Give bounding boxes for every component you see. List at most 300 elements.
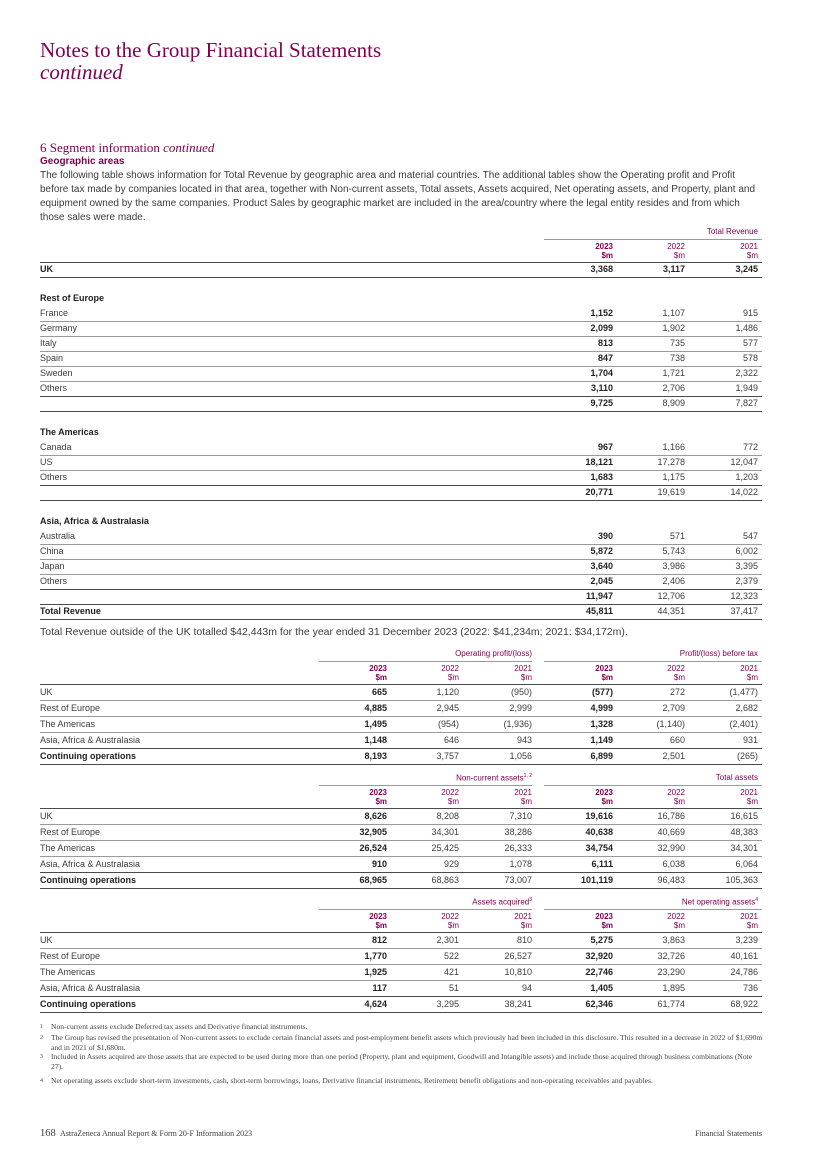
- row-divider: [544, 785, 762, 786]
- region-asia: [40, 514, 762, 529]
- cell-value: 5,275: [590, 935, 613, 945]
- row-label: Total Revenue: [40, 606, 101, 616]
- subtotal-value: 12,323: [730, 591, 758, 601]
- row-divider: [40, 411, 762, 412]
- unit-label: $m: [673, 797, 685, 806]
- cell-value: 272: [669, 687, 685, 697]
- cell-value: 26,333: [504, 843, 532, 853]
- unit-label: $m: [375, 673, 387, 682]
- cell-value: (1,140): [656, 719, 685, 729]
- cell-value: 910: [371, 859, 387, 869]
- cell-value: 7,310: [509, 811, 532, 821]
- cell-value: 5,743: [662, 546, 685, 556]
- cell-value: 101,119: [580, 875, 613, 885]
- cell-value: 117: [372, 983, 387, 993]
- cell-value: 48,383: [730, 827, 758, 837]
- cell-value: 24,786: [730, 967, 758, 977]
- table-row: [40, 965, 762, 980]
- table-row: [40, 440, 762, 455]
- column-header-year: [466, 664, 532, 682]
- year-label: 2021: [740, 242, 758, 251]
- table-row: [40, 529, 762, 544]
- row-label: Italy: [40, 338, 57, 348]
- cell-value: 105,363: [725, 875, 758, 885]
- page-section: Financial Statements: [695, 1129, 762, 1138]
- row-label: UK: [40, 811, 53, 821]
- row-divider: [40, 277, 762, 278]
- row-divider: [544, 661, 762, 662]
- unit-label: $m: [673, 921, 685, 930]
- cell-value: 571: [669, 531, 685, 541]
- table-row: [40, 949, 762, 964]
- cell-value: 2,945: [436, 703, 459, 713]
- page-title: Notes to the Group Financial Statements: [40, 38, 382, 62]
- table-row: [40, 559, 762, 574]
- subtotal-value: 12,706: [657, 591, 685, 601]
- cell-value: 738: [669, 353, 685, 363]
- cell-value: 1,405: [590, 983, 613, 993]
- group-header-right: [682, 897, 758, 907]
- section-subtitle: Geographic areas: [40, 156, 125, 167]
- cell-value: 61,774: [657, 999, 685, 1009]
- year-label: 2023: [369, 664, 387, 673]
- footnote-text: Net operating assets exclude short-term investments, cash, short-term borrowings, loans, Derivative financial instruments, Retirement benefit obligations and non-operating receivables and payables.: [51, 1076, 653, 1085]
- cell-value: 1,166: [662, 442, 685, 452]
- cell-value: 2,682: [735, 703, 758, 713]
- cell-value: 1,078: [509, 859, 532, 869]
- group-header-left-text: Non-current assets: [456, 773, 524, 783]
- footnote-text: Non-current assets exclude Deferred tax assets and Derivative financial instruments.: [51, 1022, 308, 1031]
- group-header-total-revenue: Total Revenue: [706, 227, 758, 236]
- column-header-year: [547, 788, 613, 806]
- cell-value: 577: [742, 338, 758, 348]
- cell-value: 1,721: [662, 368, 685, 378]
- cell-value: (950): [510, 687, 532, 697]
- cell-value: 32,905: [359, 827, 387, 837]
- cell-value: 38,241: [504, 999, 532, 1009]
- cell-value: 915: [742, 308, 758, 318]
- cell-value: 17,278: [657, 457, 685, 467]
- table-row: [40, 981, 762, 996]
- row-label: Australia: [40, 531, 76, 541]
- cell-value: 68,922: [730, 999, 758, 1009]
- group-header-left: [472, 897, 532, 907]
- cell-value: 40,161: [730, 951, 758, 961]
- column-header-year: [692, 788, 758, 806]
- footnote-number: 3: [40, 1054, 43, 1060]
- cell-value: 3,245: [735, 264, 758, 274]
- cell-value: (577): [591, 687, 613, 697]
- page-source: AstraZeneca Annual Report & Form 20-F Information 2023: [60, 1129, 253, 1138]
- row-label: Japan: [40, 561, 65, 571]
- cell-value: 2,709: [662, 703, 685, 713]
- group-header-right-text: Profit/(loss) before tax: [679, 649, 758, 658]
- cell-value: 665: [371, 687, 387, 697]
- row-label: UK: [40, 935, 53, 945]
- year-label: 2022: [667, 912, 685, 921]
- row-label: Continuing operations: [40, 999, 136, 1009]
- cell-value: 38,286: [504, 827, 532, 837]
- cell-value: 1,107: [662, 308, 685, 318]
- intro-paragraph: The following table shows information for Total Revenue by geographic area and material countries. The additional tables show the Operating profit and Profit before tax made by companies located in that area, together with Non-current assets, Total assets, Assets acquired, Net operating assets, and Property, plant and equipment owned by the same companies. Product Sales by geographic market are included in the area/country where the legal entity resides and from which those sales were made.: [40, 170, 756, 223]
- cell-value: 2,501: [662, 751, 685, 761]
- year-label: 2021: [740, 664, 758, 673]
- cell-value: 1,203: [735, 472, 758, 482]
- footnote: [40, 1052, 765, 1072]
- cell-value: 812: [371, 935, 387, 945]
- cell-value: 646: [443, 735, 459, 745]
- total-revenue-row: [40, 604, 762, 619]
- column-header-year: [543, 242, 613, 260]
- row-label: The Americas: [40, 967, 96, 977]
- cell-value: 37,417: [730, 606, 758, 616]
- row-label: Others: [40, 383, 68, 393]
- cell-value: 4,624: [364, 999, 387, 1009]
- cell-value: 5,872: [590, 546, 613, 556]
- year-label: 2022: [667, 242, 685, 251]
- group-header-left: [456, 773, 532, 783]
- cell-value: 6,899: [590, 751, 613, 761]
- column-header-year: [321, 788, 387, 806]
- cell-value: 6,002: [735, 546, 758, 556]
- table-row-uk: [40, 262, 762, 277]
- cell-value: 3,110: [590, 383, 613, 393]
- row-label: Asia, Africa & Australasia: [40, 735, 141, 745]
- revenue-note: Total Revenue outside of the UK totalled $42,443m for the year ended 31 December 2023 (2022: $41,234m; 2021: $34,172m).: [40, 626, 628, 638]
- cell-value: 40,669: [657, 827, 685, 837]
- cell-value: 2,322: [735, 368, 758, 378]
- table-row: [40, 717, 762, 732]
- cell-value: 3,368: [590, 264, 613, 274]
- footnote: [40, 1076, 765, 1086]
- cell-value: 2,301: [436, 935, 459, 945]
- table-row: [40, 544, 762, 559]
- cell-value: 8,193: [364, 751, 387, 761]
- column-header-year: [393, 664, 459, 682]
- table-row: [40, 470, 762, 485]
- table-row: [40, 933, 762, 948]
- table-row: [40, 336, 762, 351]
- year-label: 2023: [595, 664, 613, 673]
- column-header-year: [692, 912, 758, 930]
- cell-value: 522: [443, 951, 459, 961]
- unit-label: $m: [746, 673, 758, 682]
- year-label: 2022: [441, 664, 459, 673]
- cell-value: 3,863: [662, 935, 685, 945]
- cell-value: (1,936): [503, 719, 532, 729]
- unit-label: $m: [601, 921, 613, 930]
- year-label: 2023: [369, 788, 387, 797]
- table-row: [40, 381, 762, 396]
- year-label: 2022: [667, 788, 685, 797]
- row-divider: [319, 785, 532, 786]
- cell-value: 6,038: [662, 859, 685, 869]
- cell-value: 1,495: [364, 719, 387, 729]
- cell-value: 10,810: [504, 967, 532, 977]
- row-divider: [319, 909, 532, 910]
- year-label: 2021: [514, 788, 532, 797]
- cell-value: 813: [597, 338, 613, 348]
- row-label: Continuing operations: [40, 751, 136, 761]
- column-header-year: [688, 242, 758, 260]
- section-title-text: 6 Segment information: [40, 140, 160, 155]
- row-label: Others: [40, 472, 68, 482]
- footnote: [40, 1022, 765, 1032]
- cell-value: 547: [742, 531, 758, 541]
- cell-value: 2,379: [735, 576, 758, 586]
- unit-label: $m: [673, 251, 685, 260]
- cell-value: 96,483: [657, 875, 685, 885]
- cell-value: 1,486: [735, 323, 758, 333]
- footnote-ref: 1, 2: [523, 773, 532, 779]
- cell-value: 2,999: [509, 703, 532, 713]
- year-label: 2021: [514, 664, 532, 673]
- cell-value: 22,746: [585, 967, 613, 977]
- unit-label: $m: [520, 797, 532, 806]
- cell-value: 73,007: [504, 875, 532, 885]
- column-header-year: [615, 242, 685, 260]
- region-europe: [40, 291, 762, 306]
- row-label: UK: [40, 264, 53, 274]
- row-label: Continuing operations: [40, 875, 136, 885]
- cell-value: 62,346: [585, 999, 613, 1009]
- cell-value: 810: [516, 935, 532, 945]
- cell-value: 94: [521, 983, 532, 993]
- row-divider: [40, 888, 762, 889]
- cell-value: 3,640: [590, 561, 613, 571]
- page-subtitle: continued: [40, 60, 123, 84]
- cell-value: 32,726: [657, 951, 685, 961]
- table-row: [40, 321, 762, 336]
- cell-value: 2,045: [590, 576, 613, 586]
- cell-value: 1,902: [662, 323, 685, 333]
- unit-label: $m: [520, 921, 532, 930]
- cell-value: 8,626: [364, 811, 387, 821]
- cell-value: 51: [448, 983, 459, 993]
- cell-value: 26,527: [504, 951, 532, 961]
- subtotal-row: [40, 485, 762, 500]
- cell-value: 3,986: [662, 561, 685, 571]
- cell-value: 943: [516, 735, 532, 745]
- cell-value: 32,920: [585, 951, 613, 961]
- cell-value: 1,895: [662, 983, 685, 993]
- group-header-right: [680, 649, 758, 658]
- cell-value: 32,990: [657, 843, 685, 853]
- cell-value: 1,149: [590, 735, 613, 745]
- table-row: [40, 857, 762, 872]
- cell-value: 18,121: [585, 457, 613, 467]
- unit-label: $m: [375, 797, 387, 806]
- cell-value: 1,120: [436, 687, 459, 697]
- cell-value: 25,425: [431, 843, 459, 853]
- row-divider: [40, 619, 762, 620]
- column-header-year: [466, 912, 532, 930]
- row-label: The Americas: [40, 843, 96, 853]
- cell-value: 578: [742, 353, 758, 363]
- cell-value: 1,175: [662, 472, 685, 482]
- table-row: [40, 701, 762, 716]
- section-title: [40, 140, 214, 155]
- row-label: Spain: [40, 353, 64, 363]
- column-header-year: [393, 788, 459, 806]
- subtotal-value: 8,909: [662, 398, 685, 408]
- unit-label: $m: [601, 251, 613, 260]
- cell-value: 421: [443, 967, 459, 977]
- cell-value: 4,885: [364, 703, 387, 713]
- year-label: 2023: [595, 788, 613, 797]
- row-divider: [40, 1012, 762, 1013]
- cell-value: 1,704: [590, 368, 613, 378]
- total-row: [40, 749, 762, 764]
- cell-value: 390: [597, 531, 613, 541]
- cell-value: 1,152: [590, 308, 613, 318]
- cell-value: 772: [742, 442, 758, 452]
- year-label: 2021: [740, 788, 758, 797]
- column-header-year: [393, 912, 459, 930]
- year-label: 2022: [667, 664, 685, 673]
- assets-table: [40, 770, 762, 888]
- row-label: Rest of Europe: [40, 827, 101, 837]
- row-label: Germany: [40, 323, 78, 333]
- subtotal-value: 9,725: [590, 398, 613, 408]
- table-row: [40, 841, 762, 856]
- section-title-suffix: continued: [163, 140, 215, 155]
- cell-value: 45,811: [585, 606, 613, 616]
- row-label: Others: [40, 576, 68, 586]
- cell-value: 1,683: [590, 472, 613, 482]
- footnote-text: The Group has revised the presentation of Non-current assets to exclude certain financial assets and post-employment benefit assets which previously had been included in this disclosure. This resulted in a decrease in 2022 of $1,690m and in 2021 of $1,680m.: [51, 1033, 763, 1052]
- year-label: 2022: [441, 912, 459, 921]
- cell-value: 6,064: [735, 859, 758, 869]
- footnote-number: 2: [40, 1035, 43, 1041]
- cell-value: 1,056: [509, 751, 532, 761]
- cell-value: 16,615: [730, 811, 758, 821]
- acquired-table: [40, 894, 762, 1012]
- year-label: 2023: [369, 912, 387, 921]
- row-label: US: [40, 457, 53, 467]
- group-header-left: [455, 649, 532, 658]
- cell-value: 44,351: [657, 606, 685, 616]
- region-heading: The Americas: [40, 427, 99, 437]
- cell-value: (2,401): [729, 719, 758, 729]
- cell-value: 847: [597, 353, 613, 363]
- cell-value: 929: [443, 859, 459, 869]
- table-row: [40, 366, 762, 381]
- column-header-year: [547, 664, 613, 682]
- group-header-right-text: Net operating assets: [681, 897, 756, 907]
- year-label: 2023: [595, 242, 613, 251]
- cell-value: 68,863: [431, 875, 459, 885]
- row-label: Rest of Europe: [40, 951, 101, 961]
- table-row: [40, 809, 762, 824]
- subtotal-value: 14,022: [730, 487, 758, 497]
- year-label: 2021: [514, 912, 532, 921]
- cell-value: 3,295: [436, 999, 459, 1009]
- year-label: 2023: [595, 912, 613, 921]
- table-row: [40, 685, 762, 700]
- footnote-ref: 3: [529, 897, 532, 903]
- cell-value: (265): [736, 751, 758, 761]
- subtotal-row: [40, 396, 762, 411]
- cell-value: 3,239: [735, 935, 758, 945]
- cell-value: 4,999: [590, 703, 613, 713]
- column-header-year: [321, 912, 387, 930]
- column-header-year: [692, 664, 758, 682]
- cell-value: 23,290: [657, 967, 685, 977]
- subtotal-value: 20,771: [585, 487, 613, 497]
- row-divider: [544, 909, 762, 910]
- cell-value: 19,616: [585, 811, 613, 821]
- cell-value: 3,757: [436, 751, 459, 761]
- row-label: France: [40, 308, 69, 318]
- cell-value: 34,301: [730, 843, 758, 853]
- unit-label: $m: [601, 797, 613, 806]
- table-row: [40, 306, 762, 321]
- region-americas: [40, 425, 762, 440]
- column-header-year: [547, 912, 613, 930]
- total-row: [40, 997, 762, 1012]
- total-row: [40, 873, 762, 888]
- cell-value: 2,706: [662, 383, 685, 393]
- subtotal-value: 19,619: [657, 487, 685, 497]
- row-divider: [319, 661, 532, 662]
- table-row: [40, 825, 762, 840]
- footnote-ref: 4: [755, 897, 758, 903]
- cell-value: 2,099: [590, 323, 613, 333]
- unit-label: $m: [673, 673, 685, 682]
- group-header-left-text: Operating profit/(loss): [455, 649, 532, 658]
- footnote-text: Included in Assets acquired are those assets that are expected to be used during more than one period (Property, plant and equipment, Goodwill and Intangible assets) and include those acquired through business combinations (Note 27).: [51, 1052, 753, 1071]
- footnote-number: 1: [40, 1024, 43, 1030]
- page-number: 168: [40, 1128, 56, 1139]
- cell-value: 16,786: [657, 811, 685, 821]
- row-label: The Americas: [40, 719, 96, 729]
- unit-label: $m: [746, 251, 758, 260]
- unit-label: $m: [447, 673, 459, 682]
- cell-value: 1,770: [364, 951, 387, 961]
- column-header-year: [321, 664, 387, 682]
- column-header-year: [466, 788, 532, 806]
- total-revenue-table: [40, 224, 762, 616]
- group-header-right-text: Total assets: [715, 773, 758, 782]
- year-label: 2022: [441, 788, 459, 797]
- unit-label: $m: [601, 673, 613, 682]
- table-row: [40, 351, 762, 366]
- unit-label: $m: [746, 797, 758, 806]
- cell-value: (954): [437, 719, 459, 729]
- table-row: [40, 455, 762, 470]
- region-heading: Asia, Africa & Australasia: [40, 516, 149, 526]
- unit-label: $m: [520, 673, 532, 682]
- cell-value: 1,925: [364, 967, 387, 977]
- cell-value: 68,965: [359, 875, 387, 885]
- cell-value: 736: [742, 983, 758, 993]
- cell-value: 34,754: [585, 843, 613, 853]
- cell-value: 735: [669, 338, 685, 348]
- unit-label: $m: [375, 921, 387, 930]
- subtotal-value: 11,947: [585, 591, 613, 601]
- table-row: [40, 574, 762, 589]
- column-header-year: [619, 664, 685, 682]
- profit-table: [40, 646, 762, 764]
- cell-value: 26,524: [359, 843, 387, 853]
- cell-value: 6,111: [591, 859, 613, 869]
- row-divider: [40, 500, 762, 501]
- row-label: China: [40, 546, 64, 556]
- row-label: Sweden: [40, 368, 73, 378]
- unit-label: $m: [746, 921, 758, 930]
- cell-value: 931: [742, 735, 758, 745]
